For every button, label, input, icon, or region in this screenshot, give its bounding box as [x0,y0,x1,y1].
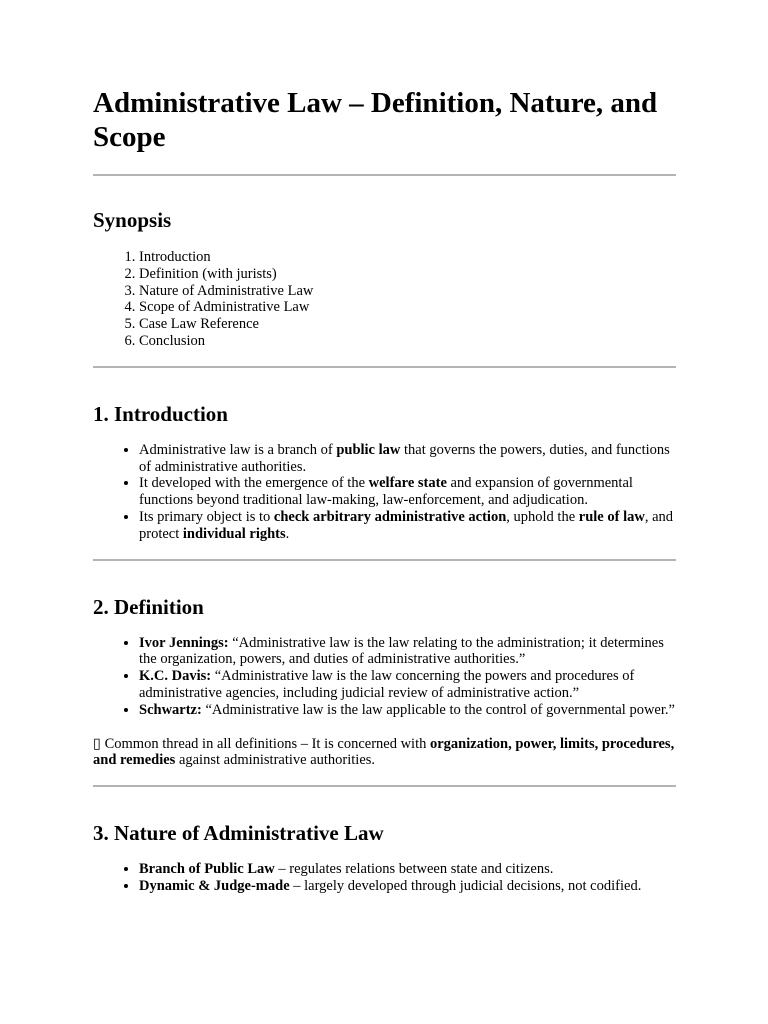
synopsis-item: 2. Definition (with jurists) [139,266,676,283]
document-content [93,86,676,895]
definition-list [93,635,676,719]
list-item [139,442,676,476]
list-item [139,475,676,509]
synopsis-item: 3. Nature of Administrative Law [139,283,676,300]
list-item [139,509,676,543]
bold-text: public law [336,441,401,458]
introduction-list [93,442,676,543]
list-item [139,702,676,719]
synopsis-item: 6. Conclusion [139,333,676,350]
list-item [139,635,676,669]
synopsis-list [93,249,676,350]
text: “Administrative law is the law concerning the powers and procedures of administrative agencies, including judicial review of administrative action.” [139,668,635,701]
text: Its primary object is to [139,508,274,525]
text: It developed with the emergence of the [139,475,369,492]
list-item [139,878,676,895]
section-heading-introduction: 1. Introduction [93,401,228,426]
divider [93,174,676,176]
text: “Administrative law is the law relating to the administration; it determines the organization, powers, and duties of administrative authorities.” [139,634,664,668]
definition-note [93,736,676,770]
section-heading-definition: 2. Definition [93,594,204,619]
text: that governs the powers, duties, and functions of administrative authorities. [139,441,670,475]
divider [93,559,676,561]
bold-text: check arbitrary administrative action [273,508,507,525]
text: , and protect [139,508,674,542]
bold-text: K.C. Davis: [139,668,212,685]
list-item [139,861,676,878]
section-heading-synopsis: Synopsis [93,208,172,232]
text: ▯ Common thread in all definitions – It is concerned with [93,735,430,752]
synopsis-item: 5. Case Law Reference [139,316,676,333]
nature-list [93,861,676,895]
bold-text: welfare state [368,475,447,492]
synopsis-item: 4. Scope of Administrative Law [139,299,676,316]
text: against administrative authorities. [175,752,376,769]
text: Administrative law is a branch of [139,441,337,458]
bold-text: individual rights [182,525,286,542]
text: “Administrative law is the law applicable to the control of governmental power.” [201,701,675,718]
bold-text: Branch of Public Law [139,861,275,878]
bold-text: Schwartz: [139,701,202,718]
text: . [285,525,290,542]
bold-text: Dynamic & Judge-made [139,877,290,894]
bold-text: Ivor Jennings: [139,634,229,651]
divider [93,366,676,368]
synopsis-item: 1. Introduction [139,249,676,266]
section-heading-nature: 3. Nature of Administrative Law [93,821,384,846]
text: – largely developed through judicial decisions, not codified. [289,877,642,894]
text: – regulates relations between state and citizens. [274,861,554,878]
document-title: Administrative Law – Definition, Nature, and Scope [93,87,658,153]
divider [93,785,676,787]
text: and expansion of governmental functions beyond traditional law-making, law-enforcement, and adjudication. [139,475,633,509]
list-item [139,668,676,702]
text: , uphold the [506,508,579,525]
bold-text: organization, power, limits, procedures, and remedies [93,735,675,769]
bold-text: rule of law [578,508,645,525]
